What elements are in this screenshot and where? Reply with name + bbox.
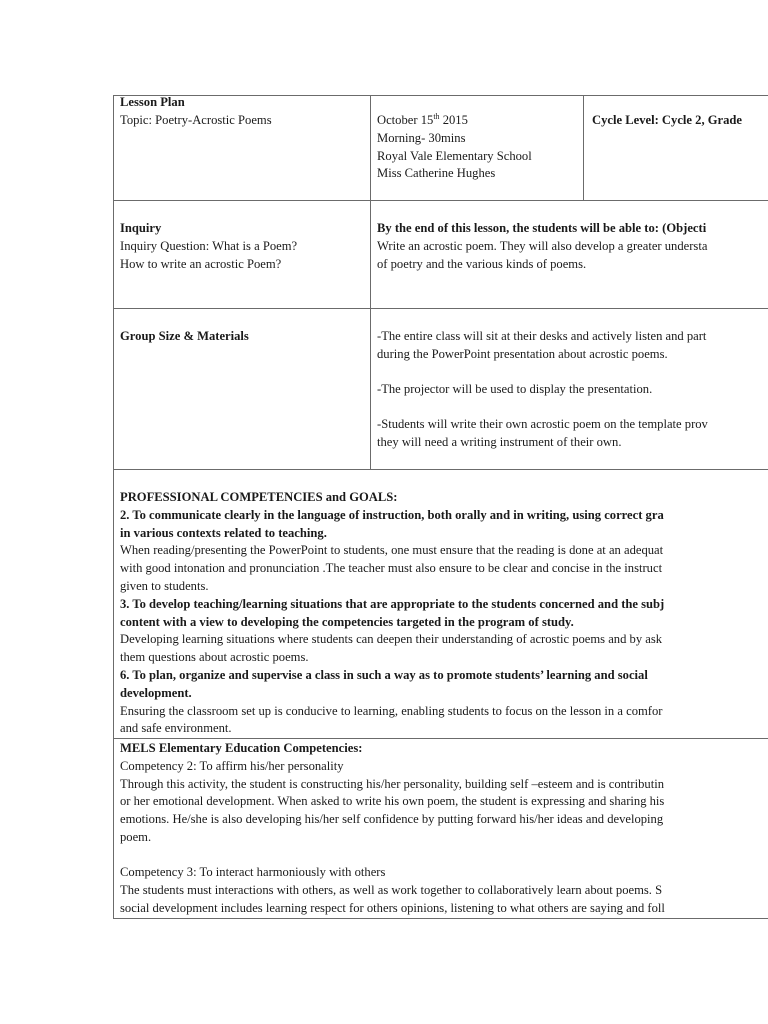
lesson-plan-title: Lesson Plan bbox=[120, 95, 185, 109]
competency-3-line-1: 3. To develop teaching/learning situations that are appropriate to the students concerned and the subj bbox=[120, 596, 665, 611]
competency-3-text-1: Developing learning situations where students can deepen their understanding of acrostic poems and by ask bbox=[120, 632, 663, 647]
cycle-level-cell bbox=[592, 112, 742, 130]
competency-2-desc-4: poem. bbox=[120, 829, 152, 844]
mels-heading: MELS Elementary Education Competencies: bbox=[120, 741, 363, 755]
competency-3-desc-1: The students must interactions with others, as well as work together to collaboratively learn about poems. S bbox=[120, 883, 663, 898]
materials-cell bbox=[377, 328, 708, 452]
competency-3-desc-2: social development includes learning respect for others opinions, listening to what others are saying and foll bbox=[120, 900, 665, 915]
lesson-details-cell bbox=[377, 112, 532, 183]
competency-2-line-1: 2. To communicate clearly in the language of instruction, both orally and in writing, using correct gra bbox=[120, 507, 664, 522]
table-left-border bbox=[113, 95, 114, 919]
competency-6-line-1: 6. To plan, organize and supervise a class in such a way as to promote students’ learning and social bbox=[120, 667, 648, 682]
lesson-title-cell bbox=[120, 94, 272, 130]
objective-line-2: of poetry and the various kinds of poems. bbox=[377, 256, 587, 271]
materials-item-3-line-2: they will need a writing instrument of their own. bbox=[377, 435, 622, 450]
competency-2-text-3: given to students. bbox=[120, 578, 209, 593]
competency-3-title: Competency 3: To interact harmoniously with others bbox=[120, 865, 386, 880]
objective-cell bbox=[377, 220, 707, 273]
inquiry-title: Inquiry bbox=[120, 221, 162, 235]
school-name: Royal Vale Elementary School bbox=[377, 148, 532, 163]
objective-line-1: Write an acrostic poem. They will also develop a greater understa bbox=[377, 238, 708, 253]
materials-item-2: -The projector will be used to display the presentation. bbox=[377, 382, 653, 397]
group-size-cell bbox=[120, 328, 249, 346]
competency-2-desc-1: Through this activity, the student is constructing his/her personality, building self –esteem and is contributin bbox=[120, 776, 665, 791]
competency-6-text-1: Ensuring the classroom set up is conducive to learning, enabling students to focus on the lesson in a comfor bbox=[120, 703, 663, 718]
materials-item-3-line-1: -Students will write their own acrostic poem on the template prov bbox=[377, 417, 708, 432]
competency-2-desc-2: or her emotional development. When asked to write his own poem, the student is expressing and sharing his bbox=[120, 794, 665, 809]
inquiry-cell bbox=[120, 220, 297, 273]
competency-2-title: Competency 2: To affirm his/her personality bbox=[120, 758, 344, 773]
competency-2-line-2: in various contexts related to teaching. bbox=[120, 525, 327, 540]
competency-3-line-2: content with a view to developing the competencies targeted in the program of study. bbox=[120, 614, 574, 629]
group-size-title: Group Size & Materials bbox=[120, 329, 249, 343]
mels-cell bbox=[120, 740, 665, 918]
cycle-level: Cycle Level: Cycle 2, Grade bbox=[592, 113, 743, 127]
row-divider-2 bbox=[113, 308, 768, 309]
spacer bbox=[120, 847, 665, 865]
competency-6-line-2: development. bbox=[120, 685, 192, 700]
competencies-cell bbox=[120, 489, 664, 738]
inquiry-question: Inquiry Question: What is a Poem? bbox=[120, 238, 298, 253]
lesson-date-suffix: th bbox=[433, 112, 440, 121]
competencies-heading: PROFESSIONAL COMPETENCIES and GOALS: bbox=[120, 490, 398, 504]
competency-2-text-1: When reading/presenting the PowerPoint to students, one must ensure that the reading is done at an adequat bbox=[120, 543, 664, 558]
table-bottom-border bbox=[113, 918, 768, 919]
competency-2-desc-3: emotions. He/she is also developing his/her self confidence by putting forward his/her ideas and developing bbox=[120, 812, 664, 827]
objective-heading: By the end of this lesson, the students will be able to: (Objecti bbox=[377, 221, 707, 235]
spacer bbox=[377, 364, 708, 382]
materials-item-1-line-2: during the PowerPoint presentation about acrostic poems. bbox=[377, 346, 668, 361]
lesson-duration: Morning- 30mins bbox=[377, 130, 466, 145]
lesson-date-year: 2015 bbox=[439, 113, 468, 127]
inquiry-how: How to write an acrostic Poem? bbox=[120, 256, 282, 271]
column-divider-1 bbox=[370, 95, 371, 470]
row-divider-1 bbox=[113, 200, 768, 201]
row-divider-3 bbox=[113, 469, 768, 470]
materials-item-1-line-1: -The entire class will sit at their desks and actively listen and part bbox=[377, 329, 707, 343]
column-divider-2 bbox=[583, 95, 584, 201]
competency-2-text-2: with good intonation and pronunciation .The teacher must also ensure to be clear and concise in the instruct bbox=[120, 561, 663, 576]
lesson-topic: Topic: Poetry-Acrostic Poems bbox=[120, 112, 272, 127]
lesson-date bbox=[377, 112, 532, 130]
lesson-date-day: October 15 bbox=[377, 113, 434, 127]
spacer bbox=[377, 399, 708, 417]
competency-6-text-2: and safe environment. bbox=[120, 721, 232, 736]
teacher-name: Miss Catherine Hughes bbox=[377, 166, 496, 181]
competency-3-text-2: them questions about acrostic poems. bbox=[120, 650, 309, 665]
